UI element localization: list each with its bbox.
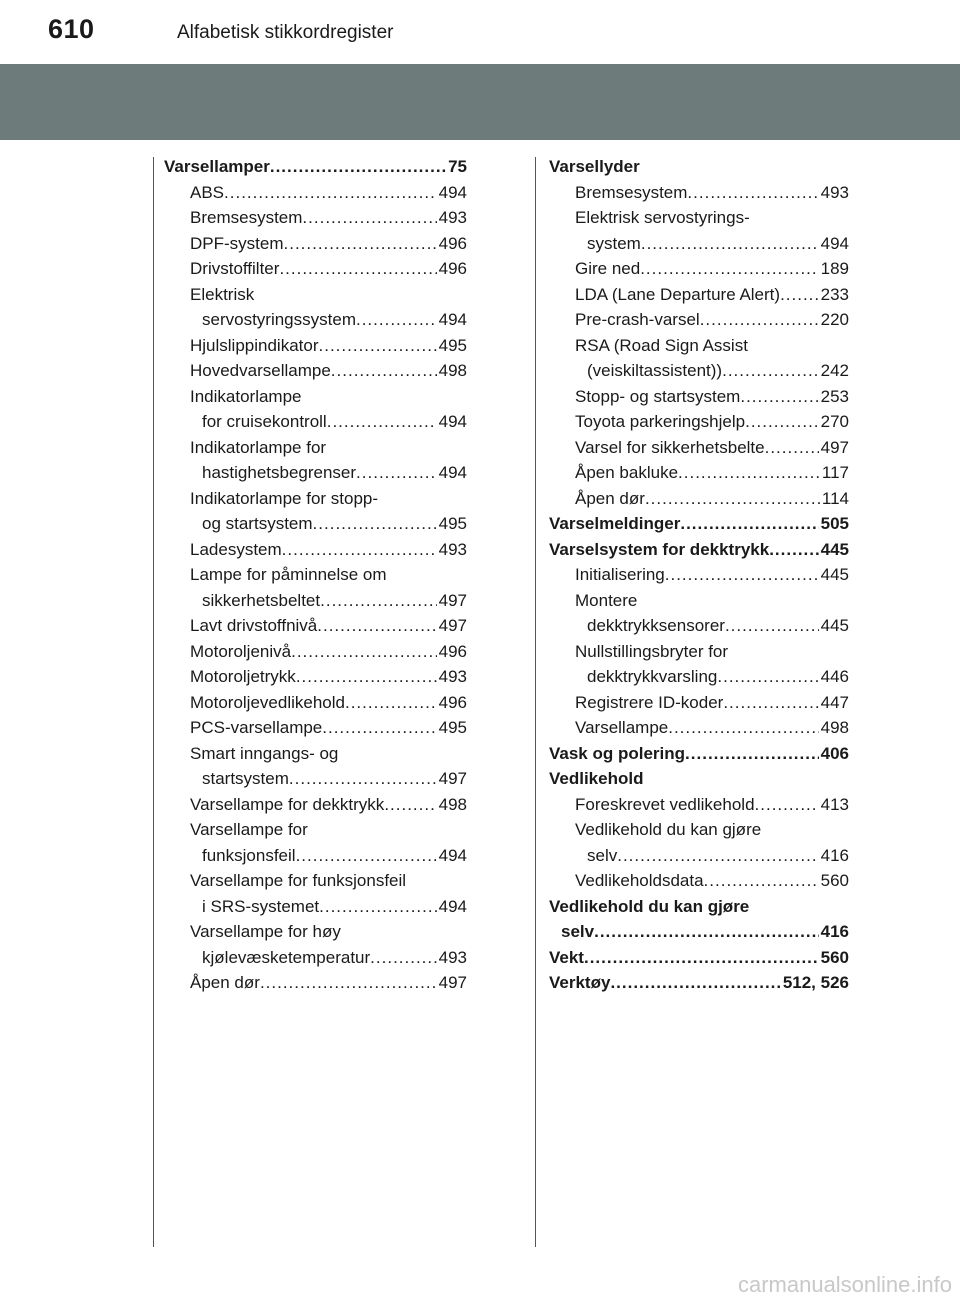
index-entry-term: Varsellampe <box>575 718 669 737</box>
dot-leader <box>723 693 818 713</box>
index-entry <box>164 387 467 413</box>
index-entry-page: 497 <box>438 616 467 635</box>
index-entry <box>164 463 467 489</box>
index-entry <box>549 795 849 821</box>
index-entry-page: 496 <box>438 692 467 712</box>
index-entry-term: Vedlikehold <box>549 769 644 788</box>
index-entry-term: startsystem <box>202 769 289 788</box>
index-entry-term: Ladesystem <box>190 539 282 559</box>
index-entry-term: DPF-system <box>190 233 284 253</box>
index-entry-page: 494 <box>438 182 467 202</box>
index-entry-page: 406 <box>820 743 849 763</box>
header-banner <box>0 64 960 140</box>
dot-leader <box>687 183 818 203</box>
index-entry <box>164 973 467 999</box>
index-entry-term: Varselmeldinger <box>549 514 681 533</box>
index-entry <box>549 463 849 489</box>
dot-leader <box>722 361 819 381</box>
index-entry-page: 446 <box>820 667 849 686</box>
index-entry-term: selv <box>587 845 618 865</box>
dot-leader <box>331 361 437 381</box>
index-entry <box>164 871 467 897</box>
index-entry <box>164 183 467 209</box>
dot-leader <box>641 234 819 254</box>
index-entry <box>164 310 467 336</box>
dot-leader <box>668 718 818 738</box>
dot-leader <box>270 157 446 177</box>
index-entry-page: 220 <box>820 310 849 329</box>
index-entry-term: servostyringssystem <box>202 310 356 329</box>
index-entry-term: Bremsesystem <box>575 182 688 202</box>
index-entry-term: Indikatorlampe <box>190 386 302 406</box>
index-entry-term: dekktrykkvarsling <box>587 667 718 686</box>
index-entry <box>549 973 849 999</box>
index-entry-term: Vedlikehold du kan gjøre <box>575 820 762 839</box>
index-entry <box>549 718 849 744</box>
dot-leader <box>327 412 437 432</box>
index-entry <box>549 540 849 566</box>
index-entry <box>164 693 467 719</box>
page-number: 610 <box>48 14 95 44</box>
page-title: Alfabetisk stikkordregister <box>177 22 394 43</box>
index-entry <box>549 948 849 974</box>
index-entry-term: Stopp- og startsystem <box>575 386 741 406</box>
dot-leader <box>745 412 819 432</box>
index-entry <box>549 157 849 183</box>
index-entry-term: Hovedvarsellampe <box>190 361 331 380</box>
dot-leader <box>685 744 819 764</box>
dot-leader <box>284 234 437 254</box>
index-entry-term: Bremsesystem <box>190 208 303 227</box>
index-entry-page: 253 <box>820 386 849 406</box>
index-entry-page: 497 <box>438 769 467 788</box>
index-entry-page: 498 <box>438 361 467 380</box>
index-entry-term: sikkerhetsbeltet <box>202 590 321 610</box>
index-entry <box>549 744 849 770</box>
index-entry-term: system <box>587 233 641 253</box>
index-entry-page: 493 <box>438 208 467 227</box>
index-entry-term: Åpen dør <box>575 488 645 508</box>
index-entry <box>164 540 467 566</box>
index-entry <box>164 285 467 311</box>
index-entry-term: hastighetsbegrenser <box>202 463 357 482</box>
dot-leader <box>345 693 437 713</box>
dot-leader <box>704 871 819 891</box>
index-entry <box>549 565 849 591</box>
right-column-rule <box>535 157 536 1247</box>
index-entry-page: 495 <box>438 514 467 533</box>
index-entry-page: 493 <box>438 667 467 686</box>
index-entry-page: 496 <box>438 641 467 661</box>
index-entry-term: Varsellyder <box>549 157 640 176</box>
index-entry-term: Pre-crash-varsel <box>575 310 700 329</box>
index-entry <box>164 616 467 642</box>
index-entry <box>549 310 849 336</box>
index-entry-term: selv <box>561 922 595 941</box>
index-entry-term: Motoroljetrykk <box>190 667 296 686</box>
index-entry-page: 497 <box>438 590 467 610</box>
index-entry <box>549 489 849 515</box>
index-entry-term: i SRS-systemet <box>202 896 320 916</box>
index-entry <box>164 846 467 872</box>
index-entry-page: 233 <box>820 284 849 304</box>
index-entry-term: Hjulslippindikator <box>190 335 319 355</box>
dot-leader <box>319 336 437 356</box>
dot-leader <box>678 463 820 483</box>
index-entry-term: Initialisering <box>575 565 665 584</box>
index-entry-page: 413 <box>820 794 849 814</box>
index-entry <box>164 769 467 795</box>
index-column-right <box>549 157 849 999</box>
index-entry-term: Lavt drivstoffnivå <box>190 616 318 635</box>
index-entry-term: (veiskiltassistent)) <box>587 361 723 380</box>
dot-leader <box>665 565 819 585</box>
index-entry <box>549 693 849 719</box>
dot-leader <box>279 259 436 279</box>
index-entry-term: Verktøy <box>549 973 611 992</box>
index-entry-page: 445 <box>820 616 849 635</box>
dot-leader <box>584 948 819 968</box>
dot-leader <box>700 310 819 330</box>
index-entry <box>164 642 467 668</box>
dot-leader <box>356 463 437 483</box>
dot-leader <box>640 259 818 279</box>
index-entry-page: 75 <box>448 157 467 176</box>
dot-leader <box>780 285 819 305</box>
dot-leader <box>317 616 436 636</box>
index-entry-page: 493 <box>438 947 467 967</box>
dot-leader <box>594 922 819 942</box>
dot-leader <box>319 897 436 917</box>
index-entry <box>549 412 849 438</box>
index-entry-term: Varsellamper <box>164 157 270 176</box>
index-entry-page: 494 <box>438 896 467 916</box>
dot-leader <box>320 591 437 611</box>
index-entry-page: 416 <box>820 845 849 865</box>
index-entry <box>164 820 467 846</box>
index-entry <box>549 183 849 209</box>
index-entry-term: Motoroljevedlikehold <box>190 692 345 712</box>
index-entry <box>164 412 467 438</box>
index-entry-term: PCS-varsellampe <box>190 718 323 737</box>
index-entry-page: 505 <box>820 514 849 533</box>
index-entry <box>164 259 467 285</box>
index-entry <box>549 361 849 387</box>
index-entry-term: Smart inngangs- og <box>190 743 339 763</box>
index-entry <box>549 591 849 617</box>
index-entry-page: 560 <box>820 947 849 967</box>
index-entry <box>164 361 467 387</box>
index-entry-page: 497 <box>820 437 849 457</box>
dot-leader <box>610 973 780 993</box>
index-entry-term: RSA (Road Sign Assist <box>575 335 748 355</box>
dot-leader <box>260 973 437 993</box>
index-entry-term: dekktrykksensorer <box>587 616 725 635</box>
dot-leader <box>370 948 436 968</box>
dot-leader <box>302 208 436 228</box>
index-entry-term: Vask og polering <box>549 743 686 763</box>
index-entry-term: Gire ned <box>575 259 641 278</box>
dot-leader <box>296 846 437 866</box>
index-entry-term: Varsellampe for funksjonsfeil <box>190 871 407 890</box>
index-entry <box>549 667 849 693</box>
dot-leader <box>645 489 820 509</box>
dot-leader <box>282 540 437 560</box>
index-entry <box>164 718 467 744</box>
dot-leader <box>291 642 437 662</box>
index-entry <box>164 591 467 617</box>
index-entry-page: 495 <box>438 335 467 355</box>
index-entry-page: 242 <box>820 361 849 380</box>
dot-leader <box>296 667 437 687</box>
dot-leader <box>356 310 437 330</box>
index-entry-term: Montere <box>575 590 638 610</box>
dot-leader <box>725 616 819 636</box>
watermark: carmanualsonline.info <box>737 1272 952 1297</box>
index-entry-term: Motoroljenivå <box>190 641 292 661</box>
index-entry <box>164 667 467 693</box>
index-entry <box>549 514 849 540</box>
dot-leader <box>755 795 819 815</box>
index-entry-term: for cruisekontroll <box>202 412 327 431</box>
index-entry-page: 494 <box>438 310 467 329</box>
index-entry <box>549 846 849 872</box>
index-entry-page: 189 <box>820 259 849 278</box>
dot-leader <box>740 387 818 407</box>
dot-leader <box>680 514 818 534</box>
index-entry-term: Vekt <box>549 947 584 967</box>
index-entry-page: 493 <box>820 182 849 202</box>
dot-leader <box>322 718 436 738</box>
index-entry <box>164 922 467 948</box>
left-column-rule <box>153 157 154 1247</box>
index-entry-page: 447 <box>820 692 849 712</box>
dot-leader <box>224 183 437 203</box>
index-entry <box>549 285 849 311</box>
index-entry <box>549 922 849 948</box>
dot-leader <box>617 846 818 866</box>
index-entry-page: 496 <box>438 233 467 253</box>
index-entry-term: funksjonsfeil <box>202 845 296 865</box>
index-entry <box>549 769 849 795</box>
index-entry-term: Varsel for sikkerhetsbelte <box>575 437 765 457</box>
index-entry <box>549 208 849 234</box>
index-entry-term: ABS <box>190 182 225 202</box>
index-entry-term: LDA (Lane Departure Alert) <box>575 284 781 304</box>
index-entry-term: Varsellampe for dekktrykk <box>190 794 385 814</box>
index-entry-page: 498 <box>820 718 849 737</box>
index-entry-page: 270 <box>820 412 849 431</box>
dot-leader <box>769 540 818 560</box>
index-entry-page: 494 <box>438 412 467 431</box>
index-entry <box>164 438 467 464</box>
index-entry-page: 416 <box>820 922 849 941</box>
index-entry <box>549 259 849 285</box>
index-entry <box>164 514 467 540</box>
index-entry <box>164 336 467 362</box>
index-entry <box>164 897 467 923</box>
index-entry-page: 512, 526 <box>782 973 849 992</box>
index-entry-page: 114 <box>821 488 849 508</box>
index-entry-term: Elektrisk servostyrings- <box>575 208 750 227</box>
index-entry-term: Indikatorlampe for <box>190 437 327 457</box>
index-entry <box>549 616 849 642</box>
index-entry-page: 493 <box>438 539 467 559</box>
index-entry-term: og startsystem <box>202 514 313 533</box>
index-entry <box>549 438 849 464</box>
index-entry-term: Åpen bakluke <box>575 463 679 482</box>
index-entry-page: 494 <box>820 233 849 253</box>
index-entry-page: 494 <box>438 845 467 865</box>
index-entry-term: Elektrisk <box>190 284 255 304</box>
header-bar <box>0 0 960 56</box>
index-entry-page: 560 <box>820 871 849 890</box>
dot-leader <box>765 438 819 458</box>
index-entry-page: 496 <box>438 259 467 278</box>
index-entry-term: Lampe for påminnelse om <box>190 565 387 584</box>
index-entry-term: Drivstoffilter <box>190 259 280 278</box>
index-entry <box>164 948 467 974</box>
index-entry <box>549 387 849 413</box>
index-entry <box>164 157 467 183</box>
index-entry-term: kjølevæsketemperatur <box>202 947 371 967</box>
index-entry-term: Foreskrevet vedlikehold <box>575 794 755 814</box>
index-entry <box>549 897 849 923</box>
index-column-left <box>164 157 467 999</box>
index-entry-term: Varsellampe for høy <box>190 922 341 941</box>
index-entry-page: 445 <box>820 565 849 584</box>
dot-leader <box>289 769 437 789</box>
index-entry <box>549 336 849 362</box>
index-entry-term: Toyota parkeringshjelp <box>575 412 746 431</box>
dot-leader <box>384 795 436 815</box>
index-entry-term: Åpen dør <box>190 973 260 992</box>
index-entry <box>549 871 849 897</box>
index-entry <box>549 642 849 668</box>
index-entry-term: Registrere ID-koder <box>575 692 724 712</box>
index-entry <box>549 820 849 846</box>
index-entry <box>164 795 467 821</box>
index-entry-term: Indikatorlampe for stopp- <box>190 488 379 508</box>
dot-leader <box>717 667 818 687</box>
index-entry <box>164 565 467 591</box>
index-entry-term: Varsellampe for <box>190 820 308 839</box>
index-entry-term: Vedlikehold du kan gjøre <box>549 896 750 916</box>
index-entry <box>164 489 467 515</box>
index-entry-page: 498 <box>438 794 467 814</box>
index-entry <box>164 744 467 770</box>
index-entry-page: 494 <box>438 463 467 482</box>
dot-leader <box>313 514 437 534</box>
index-entry-page: 497 <box>438 973 467 992</box>
index-entry-term: Varselsystem for dekktrykk <box>549 539 770 559</box>
index-entry <box>164 208 467 234</box>
index-entry-page: 495 <box>438 718 467 737</box>
index-entry-page: 117 <box>821 463 849 482</box>
index-entry-term: Vedlikeholdsdata <box>575 871 704 890</box>
index-entry <box>549 234 849 260</box>
index-entry-page: 445 <box>820 539 849 559</box>
index-entry <box>164 234 467 260</box>
index-entry-term: Nullstillingsbryter for <box>575 641 729 661</box>
